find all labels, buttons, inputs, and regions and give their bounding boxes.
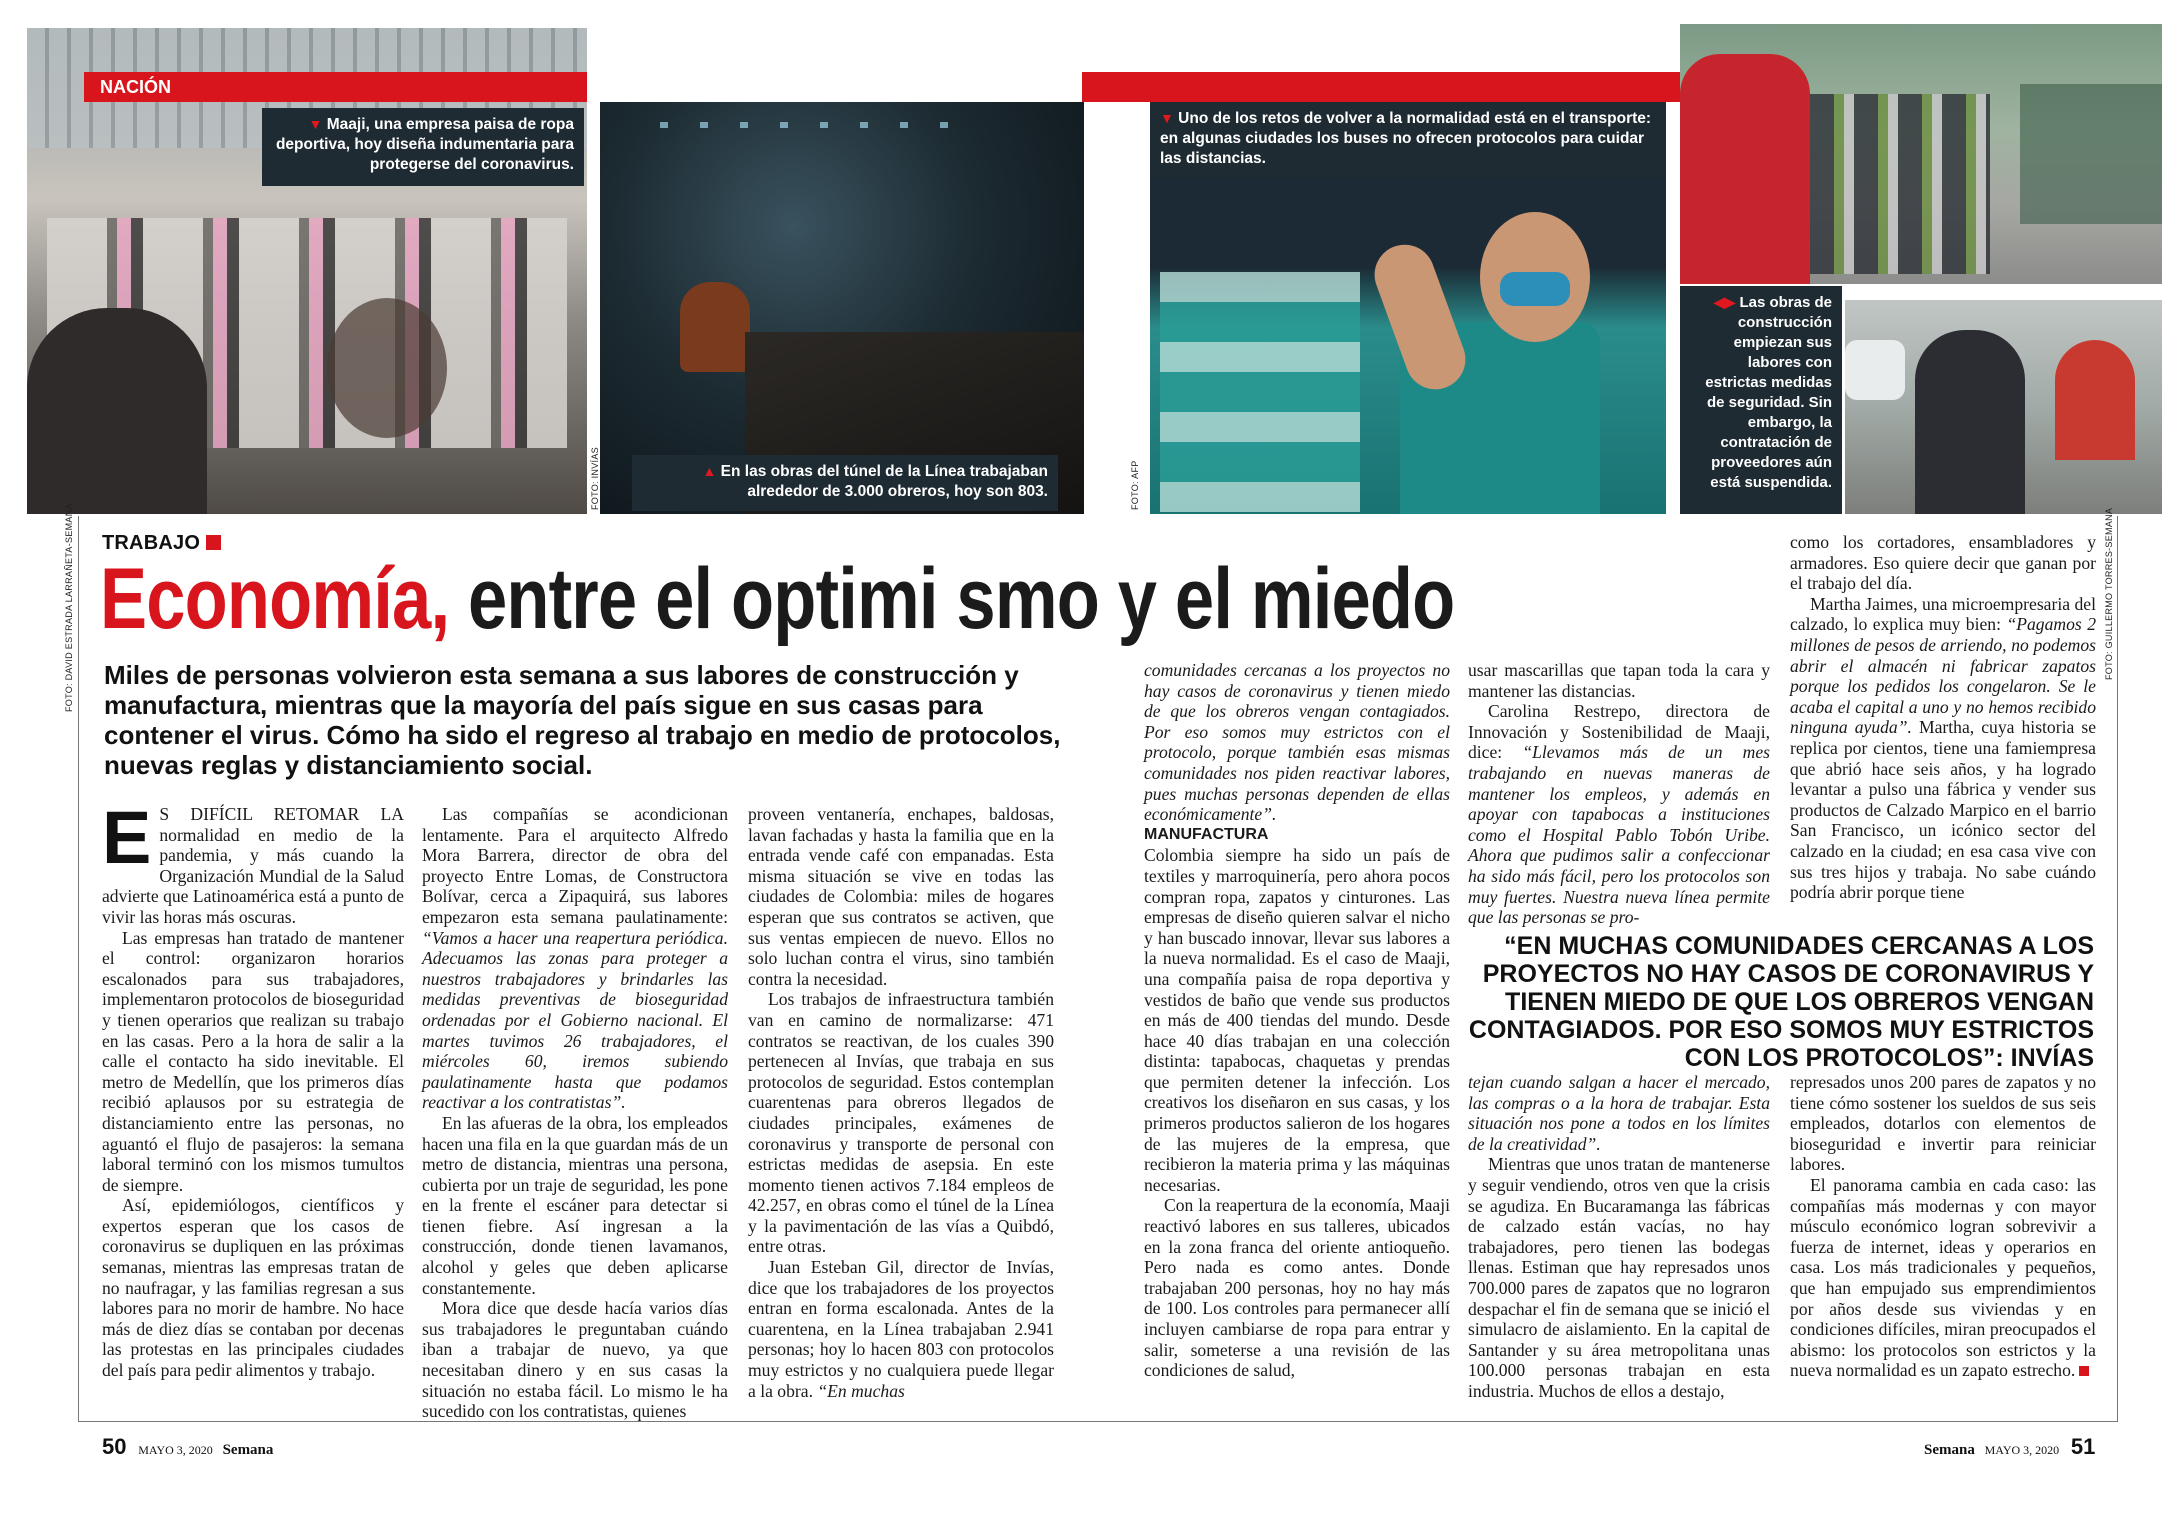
pull-quote: “EN MUCHAS COMUNIDADES CERCANAS A LOS PROYECTOS NO HAY CASOS DE CORONAVIRUS Y TIENEN MIEDO DE QUE LOS OBREROS VENGAN CONTAGIADOS. POR ESO SOMOS MUY ESTRICTOS CON LOS PROTOCOLOS”: INVÍAS: [1468, 932, 2094, 1072]
triangle-left-right-icon: ◀▶: [1713, 294, 1736, 310]
page-number-left: 50: [102, 1434, 127, 1459]
page-number-right: 51: [2070, 1434, 2096, 1459]
folio-right: [1924, 1434, 2095, 1460]
headline-rest: entre el optimi smo y el miedo: [449, 551, 1455, 647]
folio-left: [102, 1434, 273, 1460]
headline: [100, 553, 1454, 645]
column-5-bottom: tejan cuando salgan a hacer el mercado, las compras o a la hora de trabajar. Esta situación nos pone a todos en los límites de la creatividad”. Mientras que unos tratan de mantenerse y seguir vendiendo, otros ven que la crisis se agudiza. En Bucaramanga las fábricas de calzado están vacías, no hay trabajadores, pero tienen las bodegas llenas. Estiman que hay represados unos 700.000 pares de zapatos que no lograron despachar el fin de semana que se inició el simulacro de aislamiento. En la capital de Santander y su área metropolitana unas 100.000 personas trabajan en esta industria. Muchos de ellos a destajo,: [1468, 1072, 1770, 1401]
deck: Miles de personas volvieron esta semana a sus labores de construcción y manufactura, mientras que la mayoría del país sigue en sus casas para contener el virus. Cómo ha sido el regreso al trabajo en medio de protocolos, nuevas reglas y distanciamiento social.: [104, 660, 1061, 780]
column-6-top: como los cortadores, ensambladores y armadores. Eso quiere decir que ganan por el trabajo del día. Martha Jaimes, una microempresaria del calzado, lo explica muy bien: “Pagamos 2 millones de pesos de arriendo, no podemos abrir el almacén ni fabricar zapatos porque los pedidos los congelaron. Se le acaba el capital a uno y no hemos recibido ninguna ayuda”. Martha, cuya historia se replica por cientos, tiene una famiempresa que abrió hace seis años, y ha logrado levantar a pulso una fábrica y vender sus productos de Calzado Marpico en el barrio San Francisco, un icónico sector del calzado en la ciudad; en esa casa vive con sus tres hijos y trabaja. No sabe cuándo podría abrir porque tiene: [1790, 532, 2096, 903]
kicker-square-icon: [206, 535, 221, 550]
caption-bus: ▼ Uno de los retos de volver a la normalidad está en el transporte: en algunas ciudades los buses no ofrecen protocolos para cuidar las distancias.: [1150, 102, 1666, 178]
kicker: TRABAJO: [102, 532, 221, 555]
column-3: proveen ventanería, enchapes, baldosas, lavan fachadas y hasta la familia que en la entrada vende café con empanadas. Esta misma situación se vive en todas las ciudades de Colombia: miles de hogares esperan que sus contratos se activen, que sus ventas empiecen de nuevo. Ellos no solo luchan contra el virus, sino también contra la necesidad. Los trabajos de infraestructura también van en camino de normalizarse: 471 contratos se reactivan, de los cuales 390 pertenecen al Invías, que trabaja en sus protocolos de seguridad. Estos contemplan cuarentenas para obreros llegados de ciudades principales, exámenes de coronavirus y transporte de personal con estrictas medidas de asepsia. En este momento tienen activos 7.184 empleos de 42.257, en obras como el túnel de la Línea y la pavimentación de las vías a Quibdó, entre otras. Juan Esteban Gil, director de Invías, dice que los trabajadores de los proyectos entran en forma escalonada. Antes de la cuarentena, en la Línea trabajaban 2.941 personas; hoy lo hacen 803 con protocolos muy estrictos y no cualquiera puede llegar a la obra. “En muchas: [748, 804, 1054, 1401]
column-1: E S DIFÍCIL RETOMAR LA normalidad en medio de la pandemia, y más cuando la Organización Mundial de la Salud advierte que Latinoamérica está a punto de vivir las horas más oscuras. Las empresas han tratado de mantener el control: organizaron horarios escalonados para sus trabajadores, implementaron protocolos de bioseguridad y tienen operarios que realizan su trabajo en las casas. Pero a la hora de salir a la calle el contacto ha sido inevitable. El metro de Medellín, que los primeros días recibió aplausos por su estrategia de distanciamiento entre las personas, no aguantó el flujo de pasajeros: la semana laboral terminó con los mismos tumultos de siempre. Así, epidemiólogos, científicos y expertos esperan que los casos de coronavirus se dupliquen en las próximas semanas, mientras las empresas tratan de no naufragar, y las familias regresan a sus labores para no morir de hambre. No hace más de diez días se contaban por decenas las protestas en las principales ciudades del país para pedir alimentos y trabajo.: [102, 796, 404, 1381]
frame-line-right: [2117, 516, 2118, 1422]
magazine-right: Semana: [1924, 1442, 1975, 1458]
triangle-down-icon: ▼: [1160, 110, 1174, 126]
magazine-left: Semana: [222, 1442, 274, 1458]
caption-maaji: ▼ Maaji, una empresa paisa de ropa deportiva, hoy diseña indumentaria para protegerse del coronavirus.: [262, 108, 584, 186]
triangle-down-icon: ▼: [308, 116, 323, 132]
dropcap: E: [102, 796, 152, 879]
date-left: MAYO 3, 2020: [138, 1443, 213, 1457]
frame-line-bottom: [78, 1421, 2118, 1422]
section-bar-right: [1082, 72, 1680, 102]
section-tag: NACIÓN: [100, 77, 171, 97]
caption-construction: ◀▶ Las obras de construcción empiezan sus labores con estrictas medidas de seguridad. Sin embargo, la contratación de proveedores aún está suspendida.: [1680, 286, 1842, 514]
photo-credit-right: FOTO: GUILLERMO TORRES-SEMANA: [2104, 507, 2114, 680]
column-5-top: usar mascarillas que tapan toda la cara y mantener las distancias. Carolina Restrepo, directora de Innovación y Sostenibilidad de Maaji, dice: “Llevamos más de un mes trabajando en nuevas maneras de mantener los empleos, y además en apoyar con tapabocas a instituciones como el Hospital Pablo Tobón Uribe. Ahora que pudimos salir a confeccionar ha sido más fácil, pero los protocolos son muy fuertes. Nuestra nueva línea permite que las personas se pro-: [1468, 660, 1770, 928]
photo-tunnel: [600, 102, 1084, 514]
caption-tunnel: ▲ En las obras del túnel de la Línea trabajaban alrededor de 3.000 obreros, hoy son 803.: [632, 455, 1058, 511]
subhead-manufactura: MANUFACTURA: [1144, 825, 1269, 843]
triangle-up-icon: ▲: [702, 463, 717, 479]
column-6-bottom: represados unos 200 pares de zapatos y no tiene cómo sostener los sueldos de sus seis empleados, dotarlos con elementos de bioseguridad e invertir para reiniciar labores. El panorama cambia en cada caso: las compañías más modernas y con mayor músculo económico logran sobrevivir a fuerza de internet, ideas y operarios en casa. Los más tradicionales y pequeños, que han empujado sus emprendimientos por años desde sus viviendas y en condiciones difíciles, miran preocupados el abismo: los protocolos son estrictos y la nueva normalidad es un zapato estrecho.: [1790, 1072, 2096, 1381]
photo-queue: [1680, 24, 2162, 284]
end-mark-icon: [2079, 1366, 2089, 1376]
headline-accent: Economía,: [100, 551, 450, 647]
photo-handwash: [1845, 300, 2162, 514]
date-right: MAYO 3, 2020: [1984, 1443, 2060, 1457]
column-4: comunidades cercanas a los proyectos no hay casos de coronavirus y tienen miedo de que los obreros vengan contagiados. Por eso somos muy estrictos con el protocolo, porque también esas mismas comunidades nos piden reactivar labores, pues muchas personas dependen de ellas económicamente”. MANUFACTURA Colombia siempre ha sido un país de textiles y marroquinería, pero ahora pocos compran ropa, zapatos y cinturones. Las empresas de diseño quieren salvar el nicho y han buscado innovar, llevar sus labores a la nueva normalidad. Es el caso de Maaji, una compañía paisa de ropa deportiva y vestidos de baño que vende sus productos en más de 400 tiendas del mundo. Desde hace 40 días trabajan en una colección distinta: tapabocas, chaquetas y prendas que permiten detener la infección. Los creativos los diseñaron en sus casas, y los primeros productos salieron de los hogares de las mujeres de la empresa, que recibieron la materia prima y las máquinas necesarias. Con la reapertura de la economía, Maaji reactivó labores en sus talleres, ubicados en la zona franca del oriente antioqueño. Pero nada es como antes. Donde trabajaban 200 personas, hoy no hay más de 100. Los controles para permanecer allí incluyen cambiarse de ropa para entrar y salir, someterse a una revisión de las condiciones de salud,: [1144, 660, 1450, 1381]
column-2: Las compañías se acondicionan lentamente. Para el arquitecto Alfredo Mora Barrera, director de obra del proyecto Entre Lomas, de Constructora Bolívar, cerca a Zipaquirá, sus labores empezaron esta semana paulatinamente: “Vamos a hacer una reapertura periódica. Adecuamos las zonas para proteger a nuestros trabajadores y brindarles las medidas preventivas de bioseguridad ordenadas por el Gobierno nacional. El martes tuvimos 26 trabajadores, el miércoles 60, iremos subiendo paulatinamente hasta que podamos reactivar a los contratistas”. En las afueras de la obra, los empleados hacen una fila en la que guardan más de un metro de distancia, mientras una persona, cubierta por un traje de seguridad, les pone en la frente el escáner para detectar si tienen fiebre. Así ingresan a la construcción, donde tienen lavamanos, alcohol y geles que deben aplicarse constantemente. Mora dice que desde hacía varios días sus trabajadores le preguntaban cuándo iban a trabajar de nuevo, ya que necesitaban dinero y en sus casas la situación no estaba fácil. Lo mismo le ha sucedido con los contratistas, quienes: [422, 804, 728, 1422]
photo-credit-tunnel: FOTO: INVÍAS: [590, 447, 600, 510]
photo-credit-left: FOTO: DAVID ESTRADA LARRAÑETA-SEMANA: [64, 503, 74, 712]
frame-line-left: [78, 516, 79, 1422]
photo-credit-bus: FOTO: AFP: [1130, 460, 1140, 510]
